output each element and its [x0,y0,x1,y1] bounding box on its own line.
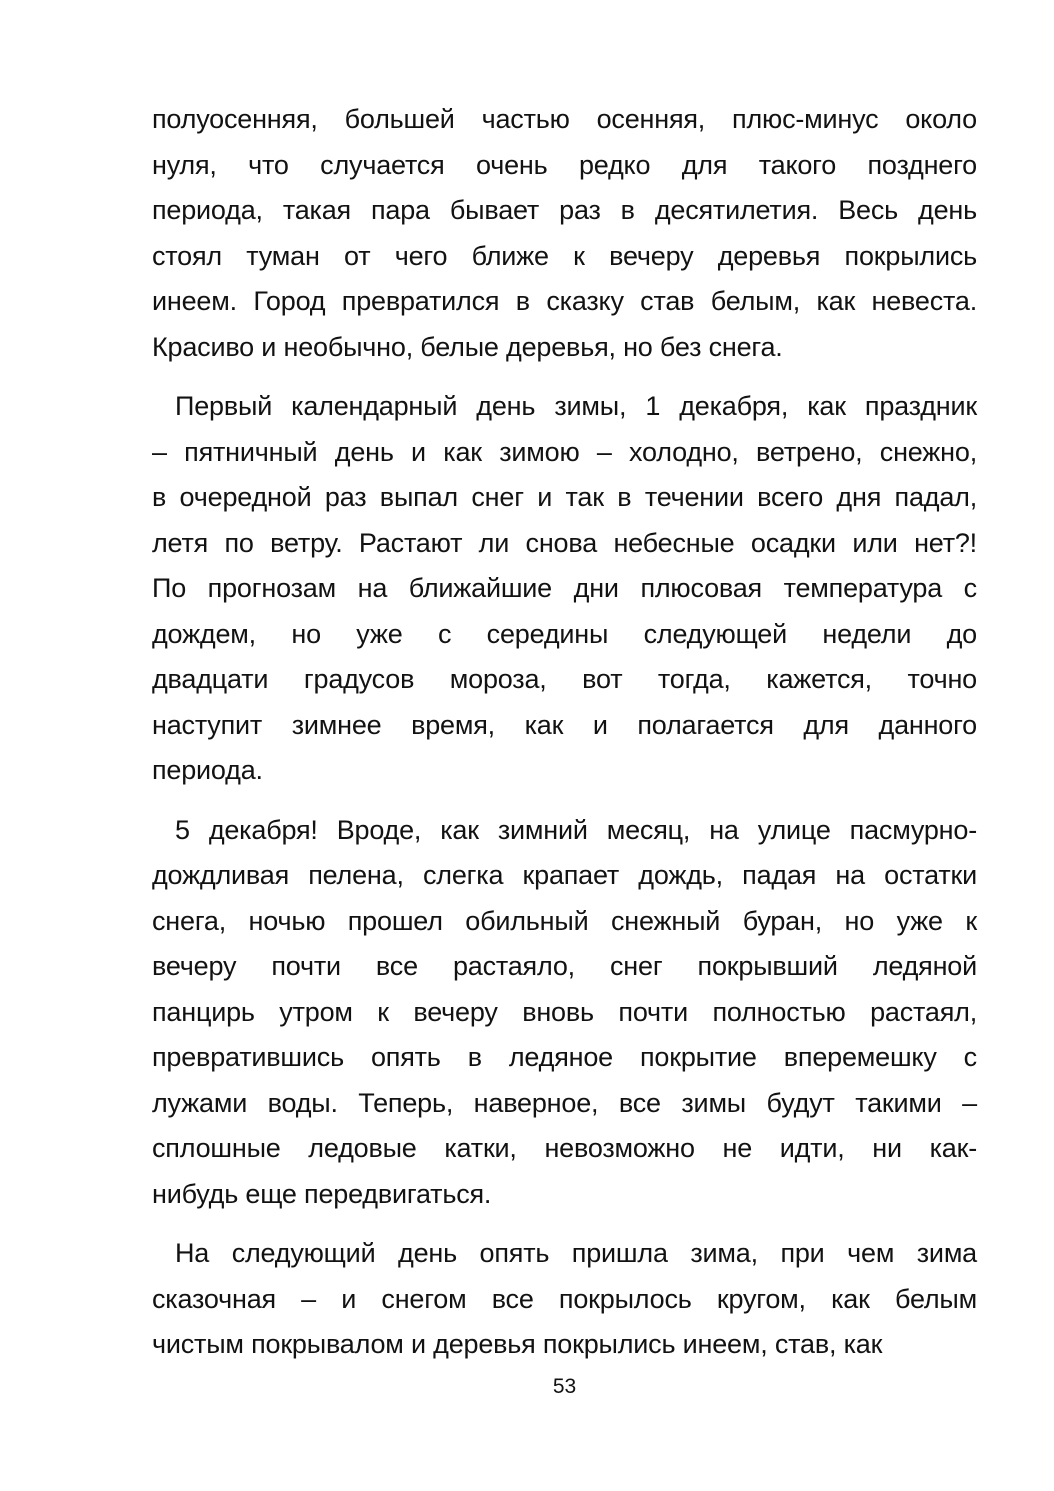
text-line: Красиво и необычно, белые деревья, но без снега. [152,331,783,362]
text-line: На следующий день опять пришла зима, при чем зима [175,1238,977,1268]
text-line: превратившись опять в ледяное покрытие вперемешку с [152,1042,977,1072]
text-line: – пятничный день и как зимою – холодно, ветрено, снежно, [152,436,977,467]
text-line: двадцати градусов мороза, вот тогда, кажется, точно [152,664,977,694]
paragraph [152,384,977,794]
text-line: периода, такая пара бывает раз в десятилетия. Весь день [152,195,977,225]
text-line: сплошные ледовые катки, невозможно не идти, ни как- [152,1133,977,1163]
text-line: нибудь еще передвигаться. [152,1178,492,1209]
text-line: снега, ночью прошел обильный снежный буран, но уже к [152,905,977,936]
text-line: вечеру почти все растаяло, снег покрывший ледяной [152,951,977,981]
text-line: периода. [152,755,263,785]
text-line: в очередной раз выпал снег и так в течении всего дня падал, [152,482,977,512]
text-line: полуосенняя, большей частью осенняя, плюс-минус около [152,104,977,134]
paragraph [152,97,977,370]
text-line: лужами воды. Теперь, наверное, все зимы будут такими – [152,1087,977,1118]
text-line: стоял туман от чего ближе к вечеру деревья покрылись [152,240,977,271]
text-line: Первый календарный день зимы, 1 декабря, как праздник [175,391,977,421]
text-line: панцирь утром к вечеру вновь почти полностью растаял, [152,996,977,1027]
text-line: сказочная – и снегом все покрылось кругом, как белым [152,1283,977,1314]
page-number: 53 [552,1375,577,1398]
text-line: наступит зимнее время, как и полагается для данного [152,709,977,740]
text-line: дождливая пелена, слегка крапает дождь, падая на остатки [152,860,977,890]
paragraph [152,1231,977,1368]
text-block [152,97,977,1382]
text-line: летя по ветру. Растают ли снова небесные осадки или нет?! [152,527,977,558]
text-line: 5 декабря! Вроде, как зимний месяц, на улице пасмурно- [175,814,977,845]
text-line: По прогнозам на ближайшие дни плюсовая температура с [152,573,977,603]
text-line: чистым покрывалом и деревья покрылись инеем, став, как [152,1329,883,1359]
text-line: инеем. Город превратился в сказку став белым, как невеста. [152,286,977,316]
paragraph [152,808,977,1218]
text-line: дождем, но уже с середины следующей недели до [152,618,977,649]
text-line: нуля, что случается очень редко для такого позднего [152,149,977,180]
